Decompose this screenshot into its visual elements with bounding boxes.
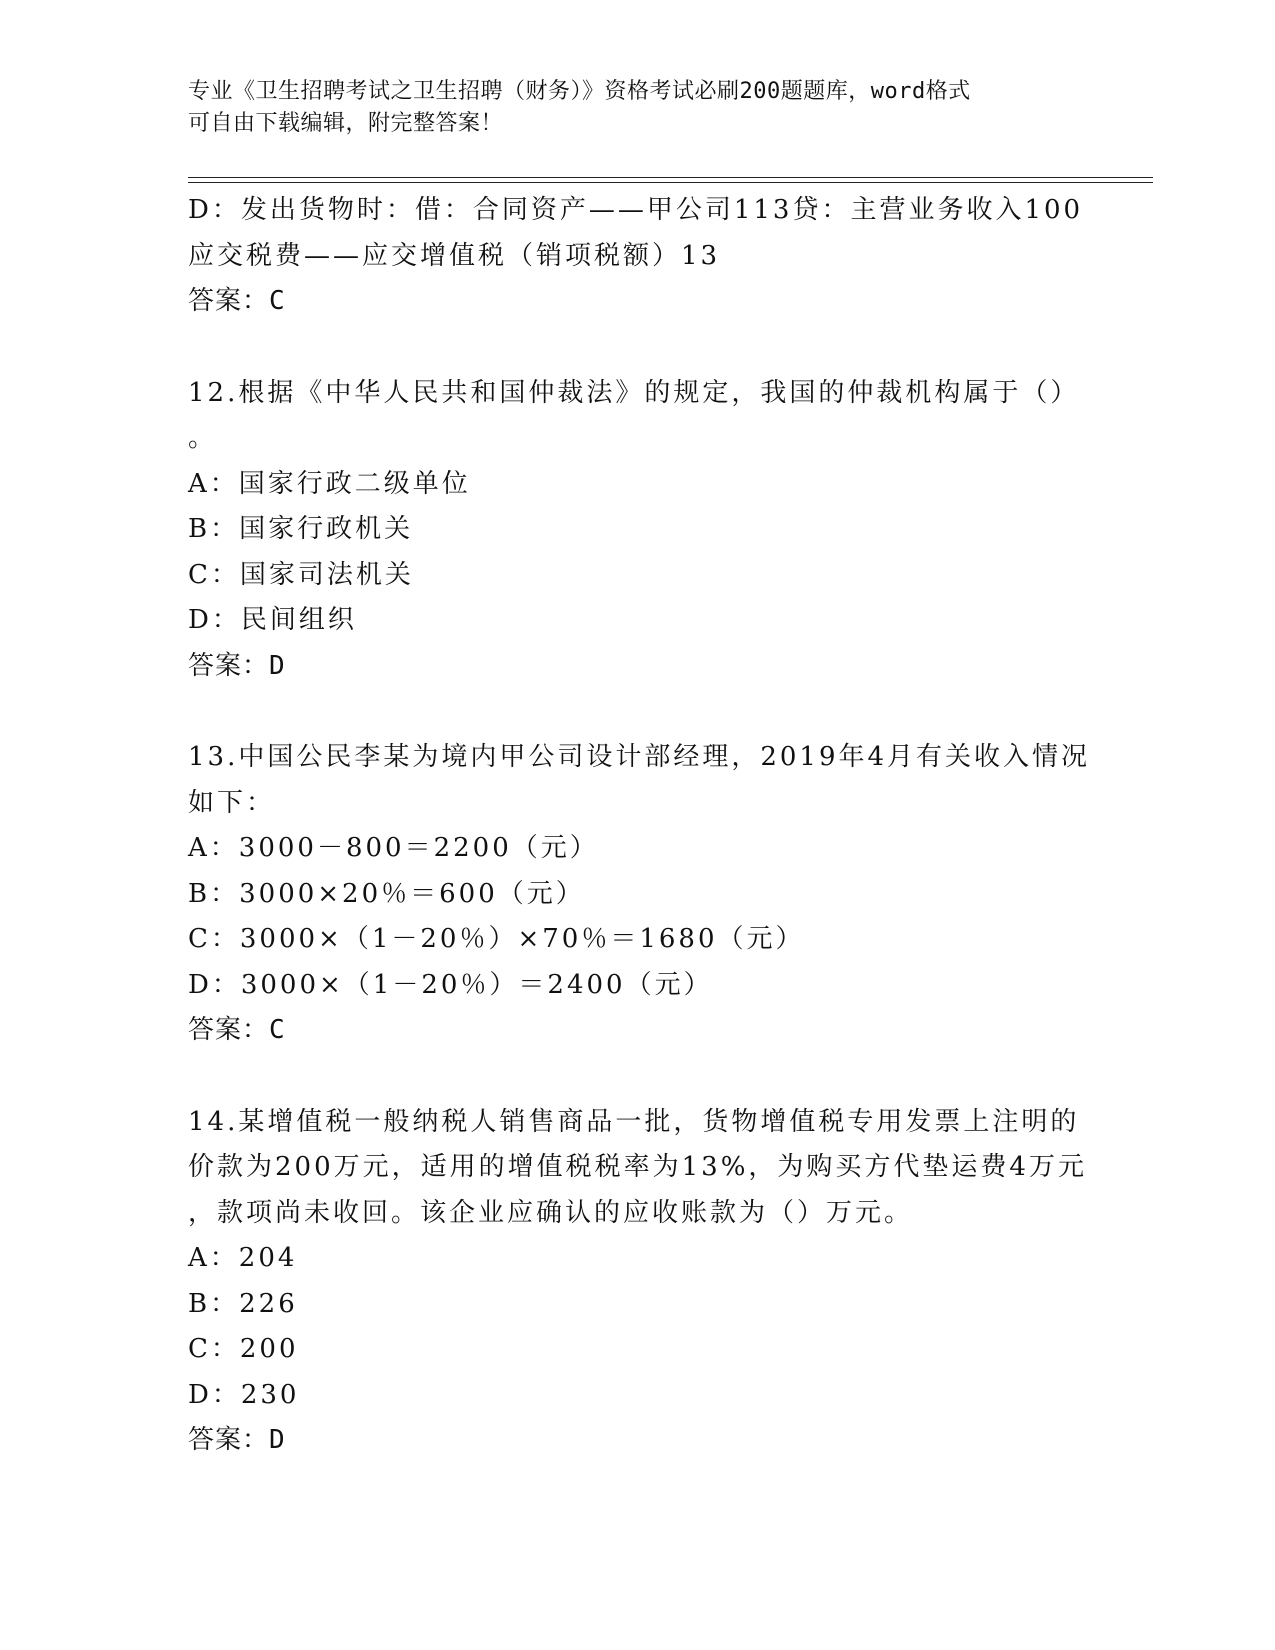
question-list xyxy=(188,188,1091,1464)
q14-option-c: C：200 xyxy=(188,1334,299,1364)
q14-answer: 答案：D xyxy=(188,1425,286,1455)
q13-stem-line-1: 13.中国公民李某为境内甲公司设计部经理，2019年4月有关收入情况 xyxy=(188,742,1091,772)
header-divider-bottom xyxy=(188,182,1153,183)
q13-option-c: C：3000×（1－20％）×70％＝1680（元） xyxy=(188,924,805,954)
q12-stem-line-2: 。 xyxy=(188,423,218,453)
q12-option-b: B：国家行政机关 xyxy=(188,514,414,544)
q12-stem-line-1: 12.根据《中华人民共和国仲裁法》的规定，我国的仲裁机构属于（） xyxy=(188,377,1080,408)
header-divider-top xyxy=(188,177,1153,178)
q12-answer: 答案：D xyxy=(188,650,286,681)
question-14 xyxy=(188,1100,1088,1464)
header-title-line-2: 可自由下载编辑，附完整答案！ xyxy=(188,111,504,136)
spacer xyxy=(188,1054,1088,1100)
q14-option-d: D：230 xyxy=(188,1379,300,1410)
spacer xyxy=(188,325,1088,371)
q14-option-b: B：226 xyxy=(188,1288,298,1319)
header-title-line-1: 专业《卫生招聘考试之卫生招聘（财务）》资格考试必刷200题题库，word格式 xyxy=(188,79,971,104)
q14-option-a: A：204 xyxy=(188,1243,298,1273)
q12-option-c: C：国家司法机关 xyxy=(188,559,414,590)
q14-stem-line-3: ，款项尚未收回。该企业应确认的应收账款为（）万元。 xyxy=(188,1197,914,1228)
q11-option-d-line-1: D：发出货物时：借：合同资产——甲公司113贷：主营业务收入100 xyxy=(188,195,1084,225)
document-header xyxy=(188,76,1088,140)
q14-stem-line-2: 价款为200万元，适用的增值税税率为13%，为购买方代垫运费4万元 xyxy=(188,1152,1087,1182)
q14-stem-line-1: 14.某增值税一般纳税人销售商品一批，货物增值税专用发票上注明的 xyxy=(188,1106,1080,1137)
q12-option-a: A：国家行政二级单位 xyxy=(188,468,471,499)
q13-stem-line-2: 如下： xyxy=(188,787,276,818)
q13-option-b: B：3000×20％＝600（元） xyxy=(188,878,585,909)
q11-answer: 答案：C xyxy=(188,286,286,316)
q11-option-d-line-2: 应交税费——应交增值税（销项税额）13 xyxy=(188,240,721,271)
q13-answer: 答案：C xyxy=(188,1015,286,1045)
spacer xyxy=(188,689,1088,735)
question-12 xyxy=(188,371,1088,690)
q12-option-d: D：民间组织 xyxy=(188,605,357,635)
q13-option-a: A：3000－800＝2200（元） xyxy=(188,833,599,863)
question-13 xyxy=(188,735,1091,1054)
question-11 xyxy=(188,188,1088,325)
q13-option-d: D：3000×（1－20％）＝2400（元） xyxy=(188,969,713,1000)
